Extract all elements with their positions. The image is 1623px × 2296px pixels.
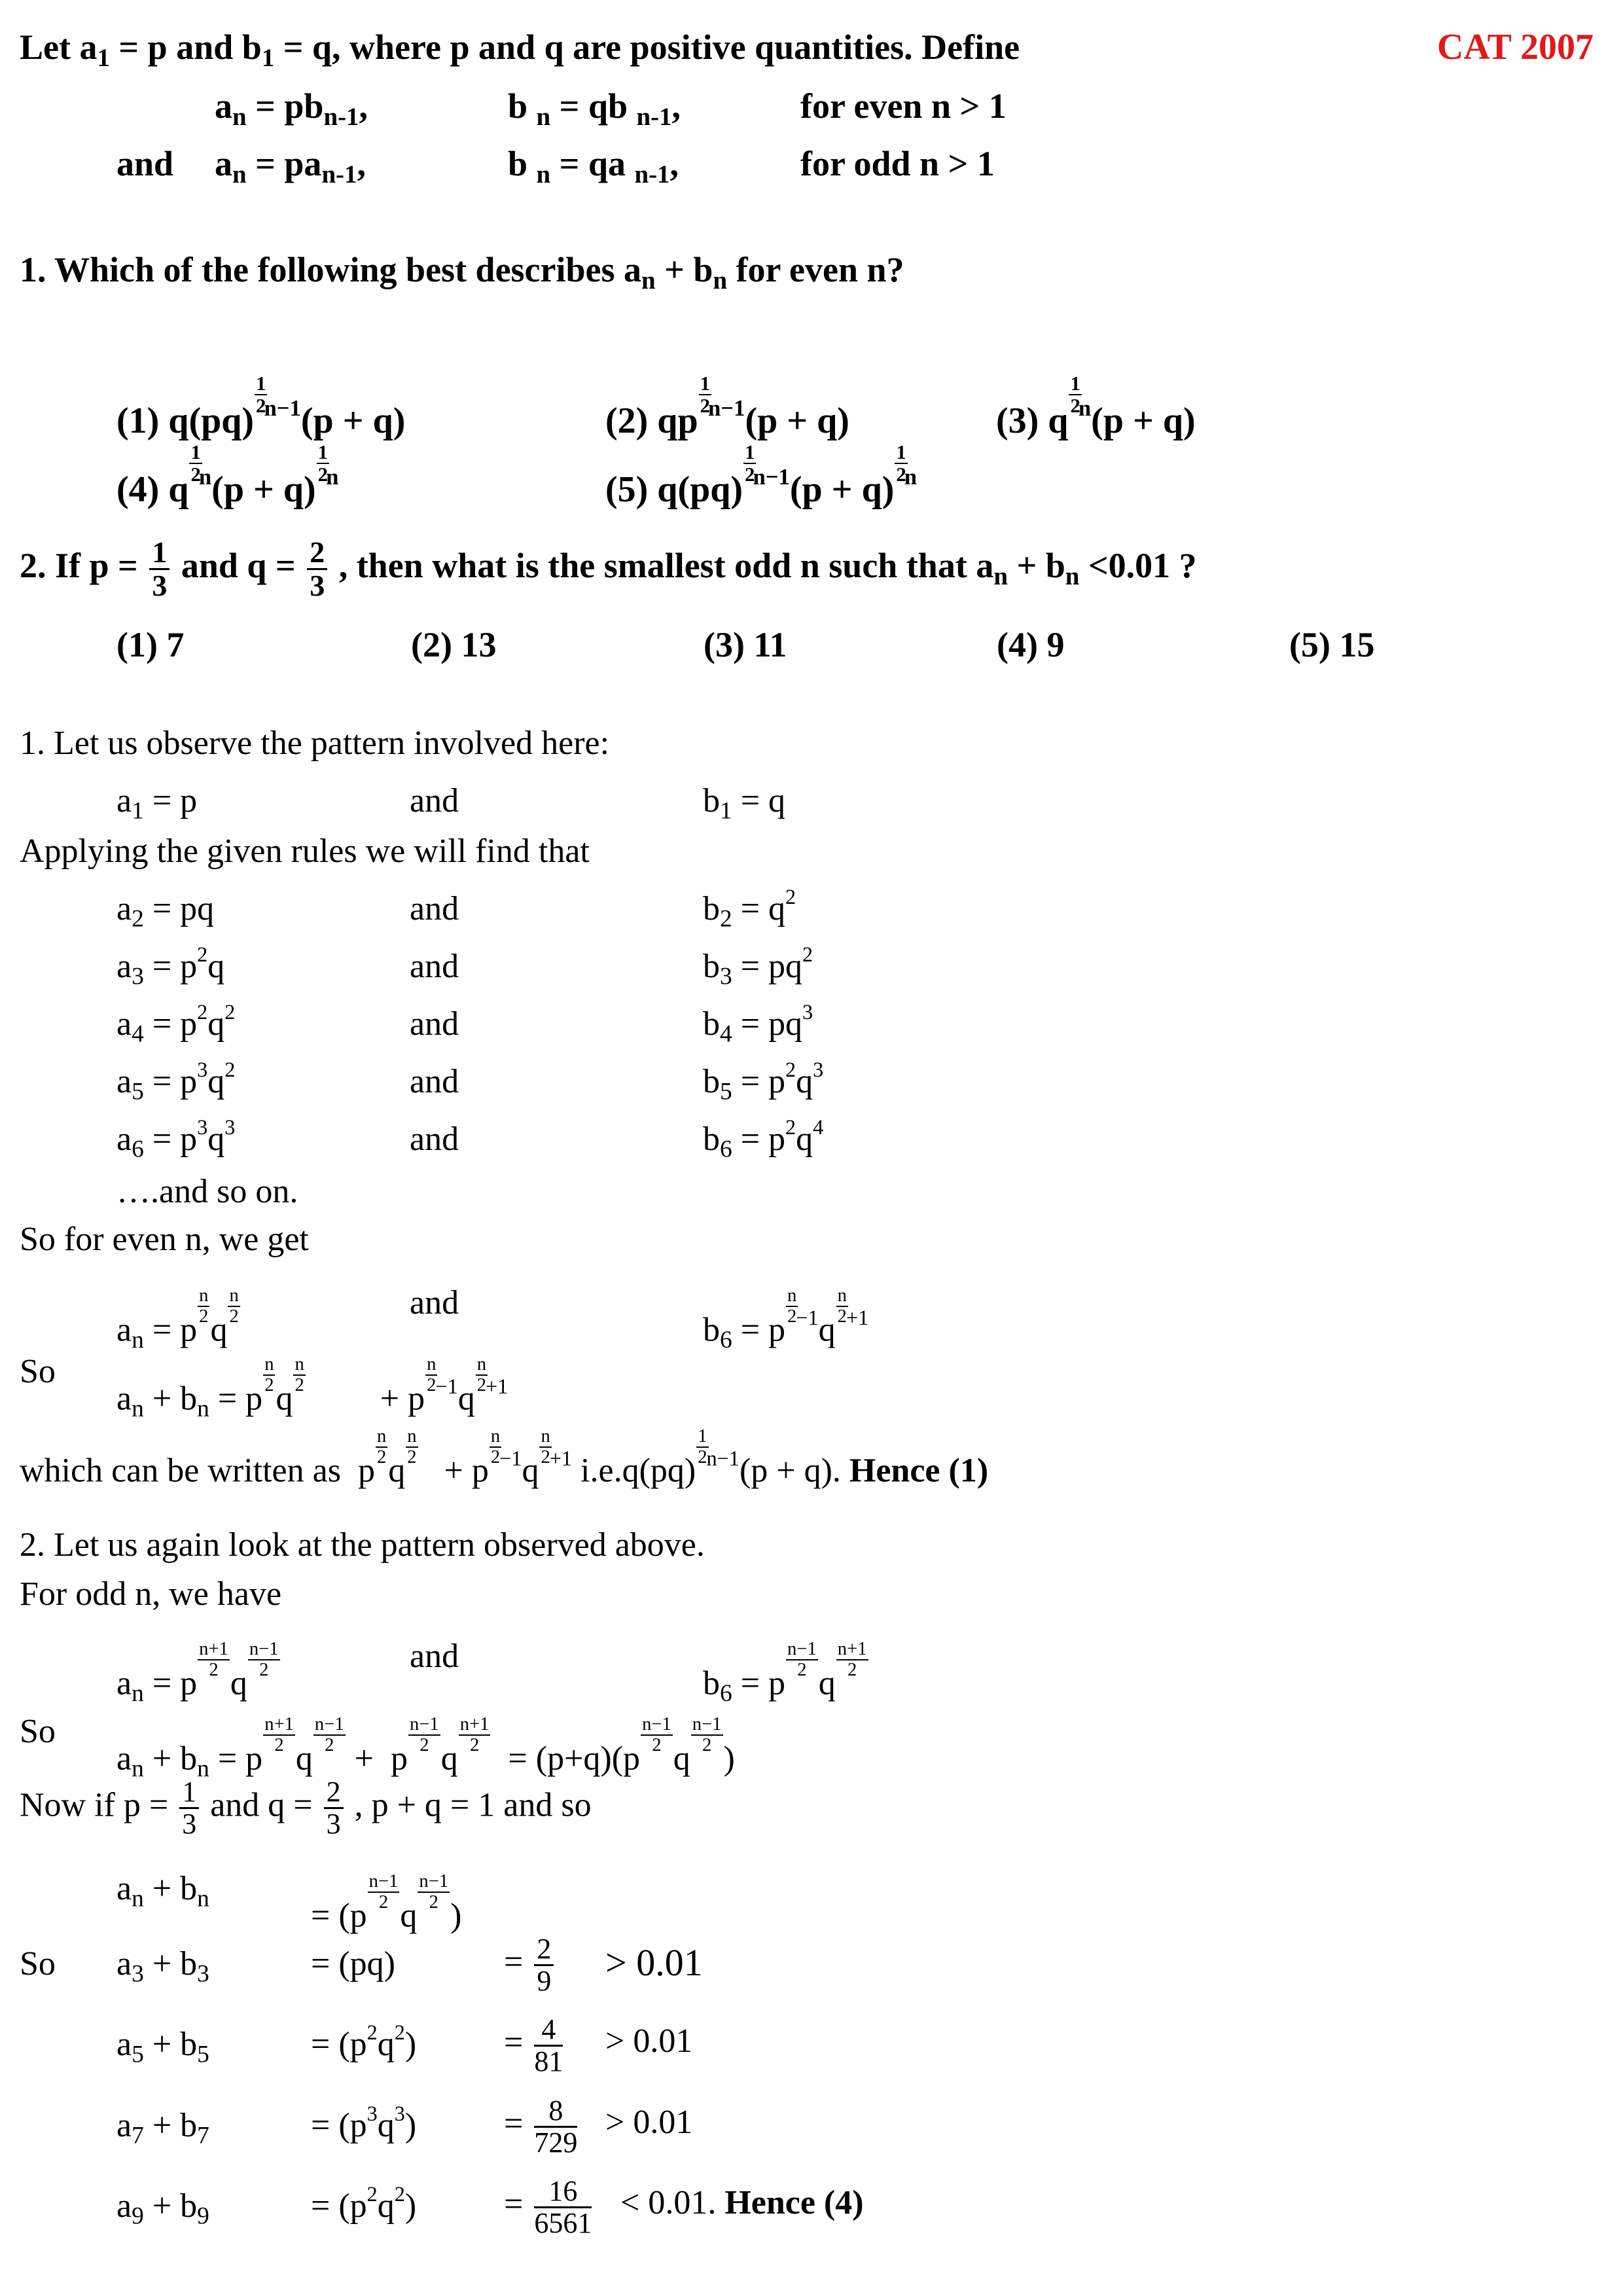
sol2-now-if-c: , p + q = 1 and so (354, 1786, 592, 1824)
sol1-so-label: So (20, 1353, 56, 1390)
sol2-now-if-b: and q = (210, 1786, 313, 1824)
sol2-sum-expr: $a_n + b_n = p$ $\frac{n+1}{2}$ q $\frac{n-1}{2}$ + p $\frac{n-1}{2}$ q $\frac{n+1}{2}$ = (p+q)(p $\frac{n-1}{2}$ q $\frac{n-1}{2}$ ) (116, 1714, 735, 1783)
sol1-written-as: which can be written as p $\frac{n}{2}$ q $\frac{n}{2}$ + p $\frac{n}{2}$ $^{-1}$q $\frac{n}{2}$ $^{+1}$ i.e.q(pq) $\frac{1}{2}$ $^{n-1}$(p + q). Hence (1) (20, 1426, 989, 1490)
sol2-now-if: Now if p = $\frac{1}{3}$ and q = $\frac{2}{3}$ , p + q = 1 and so (20, 1776, 592, 1840)
q1-option-1: (1) q(pq) $\frac{1}{2}$ $^{n-1}$(p + q) (116, 372, 406, 442)
sol2-check-expr-9: = $(p^2q^2)$ (311, 2181, 417, 2225)
sol1-sum-expr: $a_n + b_n = p$ $\frac{n}{2}$ q $\frac{n}{2}$ + p $\frac{n}{2}$ $^{-1}$q $\frac{n}{2}$ $^{+1}$ (116, 1354, 508, 1423)
sol1-even-and: and (410, 1284, 459, 1321)
sol1-row-and: and (410, 1121, 459, 1158)
sol1-hence: Hence (1) (849, 1452, 989, 1490)
exam-label: CAT 2007 (1436, 27, 1594, 67)
sol2-check-lhs-7: $a_7 + b_7$ (116, 2107, 209, 2149)
rule-even-b: b $_n$ = qb $_{n-1}$, (508, 86, 681, 131)
sol2-check-cmp-3: > 0.01 (605, 1941, 703, 1984)
sol1-even-an: $a_n = p$ $\frac{n}{2}$ q $\frac{n}{2}$ (116, 1285, 239, 1354)
sol2-check-expr-5: = $(p^2q^2)$ (311, 2020, 417, 2063)
sol2-so-checks: So (20, 1945, 56, 1982)
sol2-check-cmp-9 (620, 2186, 864, 2220)
sol1-even-intro: So for even n, we get (20, 1221, 309, 1258)
sol2-general-expr: = (p $\frac{n-1}{2}$ q $\frac{n-1}{2}$ ) (311, 1871, 462, 1935)
question-2-text: 2. If p = $\frac{1}{3}$ and q = $\frac{2}{3}$ , then what is the smallest odd n such that $a_n + b_n <0.01$ ? (20, 535, 1197, 603)
sol1-and-so-on: ….and so on. (116, 1173, 298, 1210)
q1-option-3: (3) q $\frac{1}{2}$ $^n$(p + q) (996, 372, 1196, 442)
q2-option-3: (3) 11 (704, 625, 787, 664)
rule-odd-and: and (116, 144, 174, 183)
rule-even-a: $a_n = pb_{n-1}$, (215, 86, 368, 131)
q1-option-5: (5) q(pq) $\frac{1}{2}$ $^{n-1}$(p + q) $\frac{1}{2}$ $^n$ (605, 441, 918, 511)
sol1-row-b3: $b_3 = pq^2$ (703, 942, 813, 990)
sol2-check-cmp-7: > 0.01 (605, 2104, 693, 2141)
solution-2-intro: 2. Let us again look at the pattern observed above. (20, 1526, 705, 1564)
sol1-row-b6: $b_6 = p^2q^4$ (703, 1115, 824, 1163)
q2-option-2: (2) 13 (411, 625, 497, 664)
intro-line: Let $a_1 = p$ and $b_1 = q$, where p and q are positive quantities. Define (20, 27, 1020, 72)
sol2-check-cmp-5: > 0.01 (605, 2022, 693, 2060)
sol1-written-as-label: which can be written as (20, 1452, 341, 1490)
q1-option-4: (4) q $\frac{1}{2}$ $^n$(p + q) $\frac{1}{2}$ $^n$ (116, 441, 339, 511)
sol2-check-expr-7: = $(p^3q^3)$ (311, 2101, 417, 2144)
sol2-odd-and: and (410, 1638, 459, 1675)
q2-option-4: (4) 9 (997, 625, 1065, 664)
sol2-check-lhs-5: $a_5 + b_5$ (116, 2026, 209, 2068)
sol2-check-frac-5: = $\frac{4}{81}$ (504, 2013, 563, 2078)
sol1-row-b5: $b_5 = p^2q^3$ (703, 1057, 824, 1105)
q1-option-2: (2) qp $\frac{1}{2}$ $^{n-1}$(p + q) (605, 372, 849, 442)
sol1-row-and: and (410, 1063, 459, 1100)
sol2-check-cmp-9-text: < 0.01. (620, 2184, 717, 2221)
sol2-check-frac-7: = $\frac{8}{729}$ (504, 2094, 578, 2159)
sol1-row-a6: $a_6 = p^3q^3$ (116, 1115, 236, 1163)
rule-odd-b: b $_n$ = qa $_{n-1}$, (508, 144, 679, 188)
sol1-even-bn: $b_6 = p$ $\frac{n}{2}$ $^{-1}$q $\frac{n}{2}$ $^{+1}$ (703, 1285, 869, 1354)
sol1-a1: $a_1 = p$ (116, 782, 198, 825)
sol2-check-frac-3: = $\frac{2}{9}$ (504, 1934, 556, 1996)
sol1-row-a2: $a_2$ = pq (116, 890, 215, 933)
sol1-row-a5: $a_5 = p^3q^2$ (116, 1057, 236, 1105)
rule-odd-a: $a_n = pa_{n-1}$, (215, 144, 366, 188)
sol1-row-a4: $a_4 = p^2q^2$ (116, 999, 236, 1048)
sol2-hence: Hence (4) (724, 2184, 864, 2221)
sol2-check-lhs-9: $a_9 + b_9$ (116, 2187, 209, 2230)
sol1-and: and (410, 782, 459, 819)
sol2-so-label: So (20, 1713, 56, 1750)
sol1-b1: $b_1 = q$ (703, 782, 786, 825)
sol1-applying: Applying the given rules we will find that (20, 833, 590, 870)
rule-even-cond: for even n > 1 (800, 86, 1007, 126)
sol2-check-lhs-3: $a_3 + b_3$ (116, 1945, 209, 1988)
sol2-general: $a_n + b_n$ (116, 1870, 209, 1912)
sol2-odd-an: $a_n = p$ $\frac{n+1}{2}$ q $\frac{n-1}{2}$ (116, 1639, 279, 1708)
sol1-row-a3: $a_3 = p^2q$ (116, 942, 225, 990)
question-1-text: 1. Which of the following best describes $a_n + b_n$ for even n? (20, 250, 904, 295)
solution-1-intro: 1. Let us observe the pattern involved here: (20, 725, 610, 762)
sol2-check-expr-3: = (pq) (311, 1945, 395, 1982)
sol1-row-and: and (410, 890, 459, 927)
sol2-check-frac-9: = $\frac{16}{6561}$ (504, 2175, 592, 2240)
sol2-odd-bn: $b_6 = p$ $\frac{n-1}{2}$ q $\frac{n+1}{2}$ (703, 1639, 867, 1708)
q2-option-1: (1) 7 (116, 625, 185, 664)
q2-option-5: (5) 15 (1289, 625, 1375, 664)
sol1-row-b4: $b_4 = pq^3$ (703, 999, 813, 1048)
sol2-now-if-a: Now if p = (20, 1786, 169, 1824)
sol1-ie: i.e. (580, 1452, 622, 1490)
sol1-row-b2: $b_2 = q^2$ (703, 884, 796, 933)
rule-odd-cond: for odd n > 1 (800, 144, 995, 183)
sol2-odd-intro: For odd n, we have (20, 1575, 282, 1613)
sol1-row-and: and (410, 1005, 459, 1043)
sol1-row-and: and (410, 948, 459, 985)
